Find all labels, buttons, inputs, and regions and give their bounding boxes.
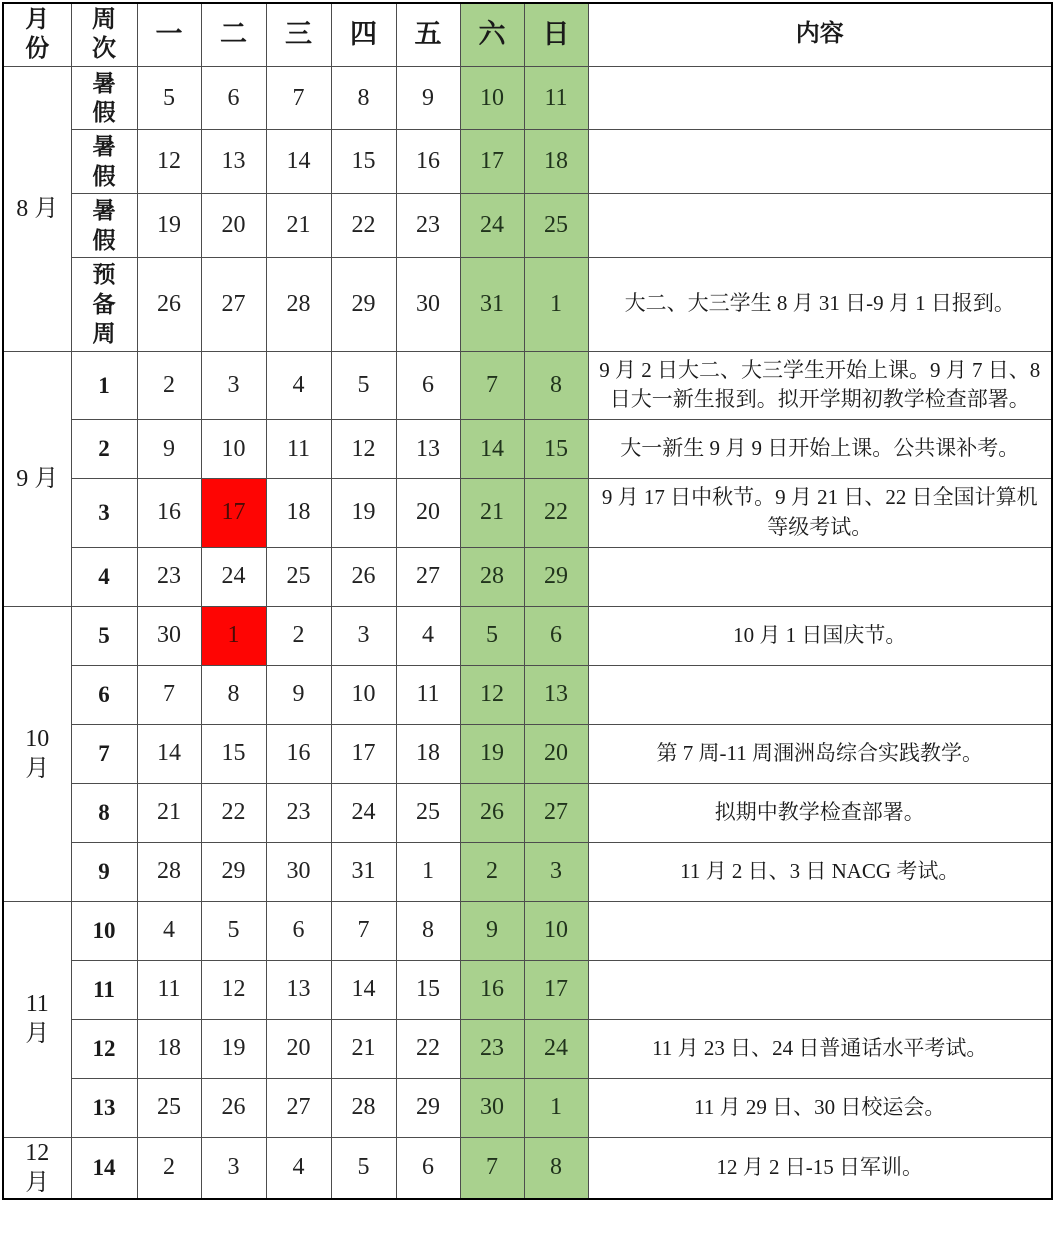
day-cell: 5	[331, 351, 396, 420]
day-cell: 20	[201, 194, 266, 258]
week-label: 暑假	[92, 134, 116, 189]
calendar-row	[3, 1019, 1052, 1078]
calendar-row	[3, 479, 1052, 548]
calendar-row	[3, 258, 1052, 351]
content-cell: 第 7 周-11 周涠洲岛综合实践教学。	[588, 724, 1052, 783]
day-cell: 24	[201, 547, 266, 606]
day-cell: 10	[524, 901, 588, 960]
day-cell: 2	[137, 1137, 201, 1199]
day-header-mon: 一	[137, 3, 201, 66]
week-cell	[71, 351, 137, 420]
day-cell: 16	[396, 130, 460, 194]
day-cell: 13	[266, 960, 331, 1019]
day-cell: 6	[201, 66, 266, 130]
week-cell	[71, 130, 137, 194]
day-cell: 16	[460, 960, 524, 1019]
day-cell: 21	[137, 783, 201, 842]
day-cell: 6	[524, 606, 588, 665]
day-cell: 15	[201, 724, 266, 783]
month-cell: 8 月	[3, 66, 71, 351]
day-cell: 25	[137, 1078, 201, 1137]
content-cell: 11 月 23 日、24 日普通话水平考试。	[588, 1019, 1052, 1078]
day-cell: 20	[266, 1019, 331, 1078]
week-cell	[71, 665, 137, 724]
content-cell	[588, 665, 1052, 724]
week-cell	[71, 420, 137, 479]
day-cell: 24	[524, 1019, 588, 1078]
day-cell: 11	[524, 66, 588, 130]
week-label: 预备周	[92, 262, 116, 347]
day-cell: 26	[460, 783, 524, 842]
calendar-row	[3, 960, 1052, 1019]
day-cell: 21	[460, 479, 524, 548]
day-cell: 10	[331, 665, 396, 724]
week-label: 10	[92, 918, 116, 944]
day-cell: 8	[396, 901, 460, 960]
day-cell: 19	[137, 194, 201, 258]
day-cell: 22	[331, 194, 396, 258]
day-cell: 18	[524, 130, 588, 194]
week-cell	[71, 842, 137, 901]
content-cell	[588, 547, 1052, 606]
week-cell	[71, 547, 137, 606]
day-cell: 30	[460, 1078, 524, 1137]
month-cell: 11 月	[3, 901, 71, 1137]
calendar-row	[3, 842, 1052, 901]
month-header-cell	[3, 3, 71, 66]
day-cell: 30	[137, 606, 201, 665]
day-cell: 18	[266, 479, 331, 548]
day-cell: 6	[396, 351, 460, 420]
day-cell: 19	[201, 1019, 266, 1078]
week-label: 暑假	[92, 70, 116, 126]
day-cell: 15	[331, 130, 396, 194]
week-header-cell	[71, 3, 137, 66]
week-cell	[71, 901, 137, 960]
day-cell: 24	[460, 194, 524, 258]
calendar-row	[3, 1137, 1052, 1199]
day-cell: 22	[524, 479, 588, 548]
week-label: 13	[92, 1095, 116, 1121]
day-header-tue: 二	[201, 3, 266, 66]
day-cell: 12	[460, 665, 524, 724]
week-cell	[71, 479, 137, 548]
content-cell: 9 月 17 日中秋节。9 月 21 日、22 日全国计算机等级考试。	[588, 479, 1052, 548]
day-cell: 7	[460, 351, 524, 420]
calendar-row	[3, 420, 1052, 479]
calendar-row	[3, 783, 1052, 842]
week-label: 14	[92, 1155, 116, 1181]
day-cell: 23	[396, 194, 460, 258]
day-cell: 7	[460, 1137, 524, 1199]
day-cell: 28	[331, 1078, 396, 1137]
day-cell: 8	[524, 351, 588, 420]
day-cell: 28	[137, 842, 201, 901]
day-cell: 2	[460, 842, 524, 901]
week-cell	[71, 1078, 137, 1137]
day-cell-holiday: 1	[201, 606, 266, 665]
day-cell: 27	[266, 1078, 331, 1137]
day-cell: 20	[524, 724, 588, 783]
day-cell: 1	[524, 258, 588, 351]
day-cell: 17	[524, 960, 588, 1019]
day-cell: 19	[331, 479, 396, 548]
week-label: 暑假	[92, 198, 116, 253]
month-header-label: 月份	[25, 7, 50, 62]
content-cell: 大一新生 9 月 9 日开始上课。公共课补考。	[588, 420, 1052, 479]
day-cell: 31	[331, 842, 396, 901]
week-cell	[71, 960, 137, 1019]
calendar-row	[3, 901, 1052, 960]
calendar-row	[3, 665, 1052, 724]
day-cell: 4	[137, 901, 201, 960]
day-cell: 9	[460, 901, 524, 960]
calendar-row	[3, 351, 1052, 420]
content-cell: 12 月 2 日-15 日军训。	[588, 1137, 1052, 1199]
day-cell: 3	[201, 351, 266, 420]
content-cell: 9 月 2 日大二、大三学生开始上课。9 月 7 日、8 日大一新生报到。拟开学期初教学检查部署。	[588, 351, 1052, 420]
day-cell: 22	[201, 783, 266, 842]
day-header-wed: 三	[266, 3, 331, 66]
day-cell: 1	[396, 842, 460, 901]
day-cell: 19	[460, 724, 524, 783]
week-cell	[71, 783, 137, 842]
day-cell: 10	[201, 420, 266, 479]
week-label: 9	[98, 859, 110, 885]
calendar-row	[3, 606, 1052, 665]
day-cell: 7	[331, 901, 396, 960]
day-cell: 29	[524, 547, 588, 606]
calendar-body	[3, 66, 1052, 1199]
day-cell: 18	[396, 724, 460, 783]
calendar-row	[3, 194, 1052, 258]
week-label: 5	[98, 623, 110, 649]
day-cell: 14	[266, 130, 331, 194]
day-cell: 27	[524, 783, 588, 842]
calendar-header-row	[3, 3, 1052, 66]
content-cell: 11 月 2 日、3 日 NACG 考试。	[588, 842, 1052, 901]
academic-calendar-table	[2, 2, 1053, 1200]
day-cell: 28	[460, 547, 524, 606]
day-cell: 21	[266, 194, 331, 258]
day-cell: 17	[331, 724, 396, 783]
day-cell: 5	[137, 66, 201, 130]
content-cell	[588, 130, 1052, 194]
day-cell: 4	[266, 351, 331, 420]
day-cell: 29	[201, 842, 266, 901]
day-cell: 24	[331, 783, 396, 842]
day-cell: 8	[201, 665, 266, 724]
content-cell: 11 月 29 日、30 日校运会。	[588, 1078, 1052, 1137]
day-cell: 8	[524, 1137, 588, 1199]
content-cell: 拟期中教学检查部署。	[588, 783, 1052, 842]
week-cell	[71, 258, 137, 351]
content-cell: 10 月 1 日国庆节。	[588, 606, 1052, 665]
day-cell: 13	[524, 665, 588, 724]
calendar-row	[3, 130, 1052, 194]
calendar-row	[3, 1078, 1052, 1137]
day-cell: 6	[266, 901, 331, 960]
day-cell: 22	[396, 1019, 460, 1078]
week-label: 2	[98, 436, 110, 462]
day-cell: 31	[460, 258, 524, 351]
day-cell: 26	[137, 258, 201, 351]
day-cell: 29	[396, 1078, 460, 1137]
day-cell: 10	[460, 66, 524, 130]
day-cell: 14	[460, 420, 524, 479]
day-cell: 27	[201, 258, 266, 351]
day-cell: 2	[266, 606, 331, 665]
day-cell: 26	[331, 547, 396, 606]
day-cell: 13	[396, 420, 460, 479]
day-cell: 23	[460, 1019, 524, 1078]
day-cell: 28	[266, 258, 331, 351]
day-cell: 3	[201, 1137, 266, 1199]
month-cell: 10 月	[3, 606, 71, 901]
day-cell: 26	[201, 1078, 266, 1137]
week-cell	[71, 194, 137, 258]
day-cell: 15	[524, 420, 588, 479]
week-label: 1	[98, 372, 110, 398]
day-cell: 30	[396, 258, 460, 351]
day-cell: 23	[266, 783, 331, 842]
day-cell: 27	[396, 547, 460, 606]
calendar-row	[3, 724, 1052, 783]
week-label: 8	[98, 800, 110, 826]
day-cell: 12	[137, 130, 201, 194]
day-cell: 16	[137, 479, 201, 548]
day-cell: 4	[396, 606, 460, 665]
day-cell: 11	[137, 960, 201, 1019]
day-cell: 25	[524, 194, 588, 258]
day-cell: 25	[266, 547, 331, 606]
day-cell: 5	[460, 606, 524, 665]
day-cell: 12	[201, 960, 266, 1019]
day-cell: 5	[201, 901, 266, 960]
day-cell: 20	[396, 479, 460, 548]
week-label: 11	[93, 977, 115, 1003]
week-cell	[71, 724, 137, 783]
day-cell: 9	[137, 420, 201, 479]
content-cell	[588, 901, 1052, 960]
day-cell: 9	[266, 665, 331, 724]
day-cell: 25	[396, 783, 460, 842]
day-cell: 23	[137, 547, 201, 606]
day-cell: 11	[266, 420, 331, 479]
week-label: 7	[98, 741, 110, 767]
day-cell: 16	[266, 724, 331, 783]
day-cell: 2	[137, 351, 201, 420]
day-cell: 17	[460, 130, 524, 194]
day-cell: 18	[137, 1019, 201, 1078]
day-cell-holiday: 17	[201, 479, 266, 548]
calendar-row	[3, 547, 1052, 606]
day-cell: 15	[396, 960, 460, 1019]
day-cell: 12	[331, 420, 396, 479]
day-header-sat: 六	[460, 3, 524, 66]
week-label: 4	[98, 564, 110, 590]
day-cell: 11	[396, 665, 460, 724]
day-cell: 14	[331, 960, 396, 1019]
content-cell: 大二、大三学生 8 月 31 日-9 月 1 日报到。	[588, 258, 1052, 351]
day-cell: 4	[266, 1137, 331, 1199]
content-header-cell: 内容	[588, 3, 1052, 66]
day-header-thu: 四	[331, 3, 396, 66]
week-cell	[71, 1019, 137, 1078]
day-cell: 29	[331, 258, 396, 351]
day-cell: 21	[331, 1019, 396, 1078]
calendar-row	[3, 66, 1052, 130]
day-header-fri: 五	[396, 3, 460, 66]
week-header-label: 周次	[92, 7, 116, 62]
week-cell	[71, 1137, 137, 1199]
day-cell: 7	[137, 665, 201, 724]
day-cell: 14	[137, 724, 201, 783]
content-cell	[588, 960, 1052, 1019]
day-cell: 3	[524, 842, 588, 901]
day-cell: 8	[331, 66, 396, 130]
day-header-sun: 日	[524, 3, 588, 66]
day-cell: 5	[331, 1137, 396, 1199]
content-cell	[588, 66, 1052, 130]
month-cell: 9 月	[3, 351, 71, 606]
week-cell	[71, 66, 137, 130]
week-label: 6	[98, 682, 110, 708]
day-cell: 13	[201, 130, 266, 194]
month-cell: 12 月	[3, 1137, 71, 1199]
week-label: 12	[92, 1036, 116, 1062]
day-cell: 3	[331, 606, 396, 665]
day-cell: 30	[266, 842, 331, 901]
day-cell: 7	[266, 66, 331, 130]
day-cell: 9	[396, 66, 460, 130]
day-cell: 1	[524, 1078, 588, 1137]
week-cell	[71, 606, 137, 665]
content-cell	[588, 194, 1052, 258]
week-label: 3	[98, 500, 110, 526]
day-cell: 6	[396, 1137, 460, 1199]
